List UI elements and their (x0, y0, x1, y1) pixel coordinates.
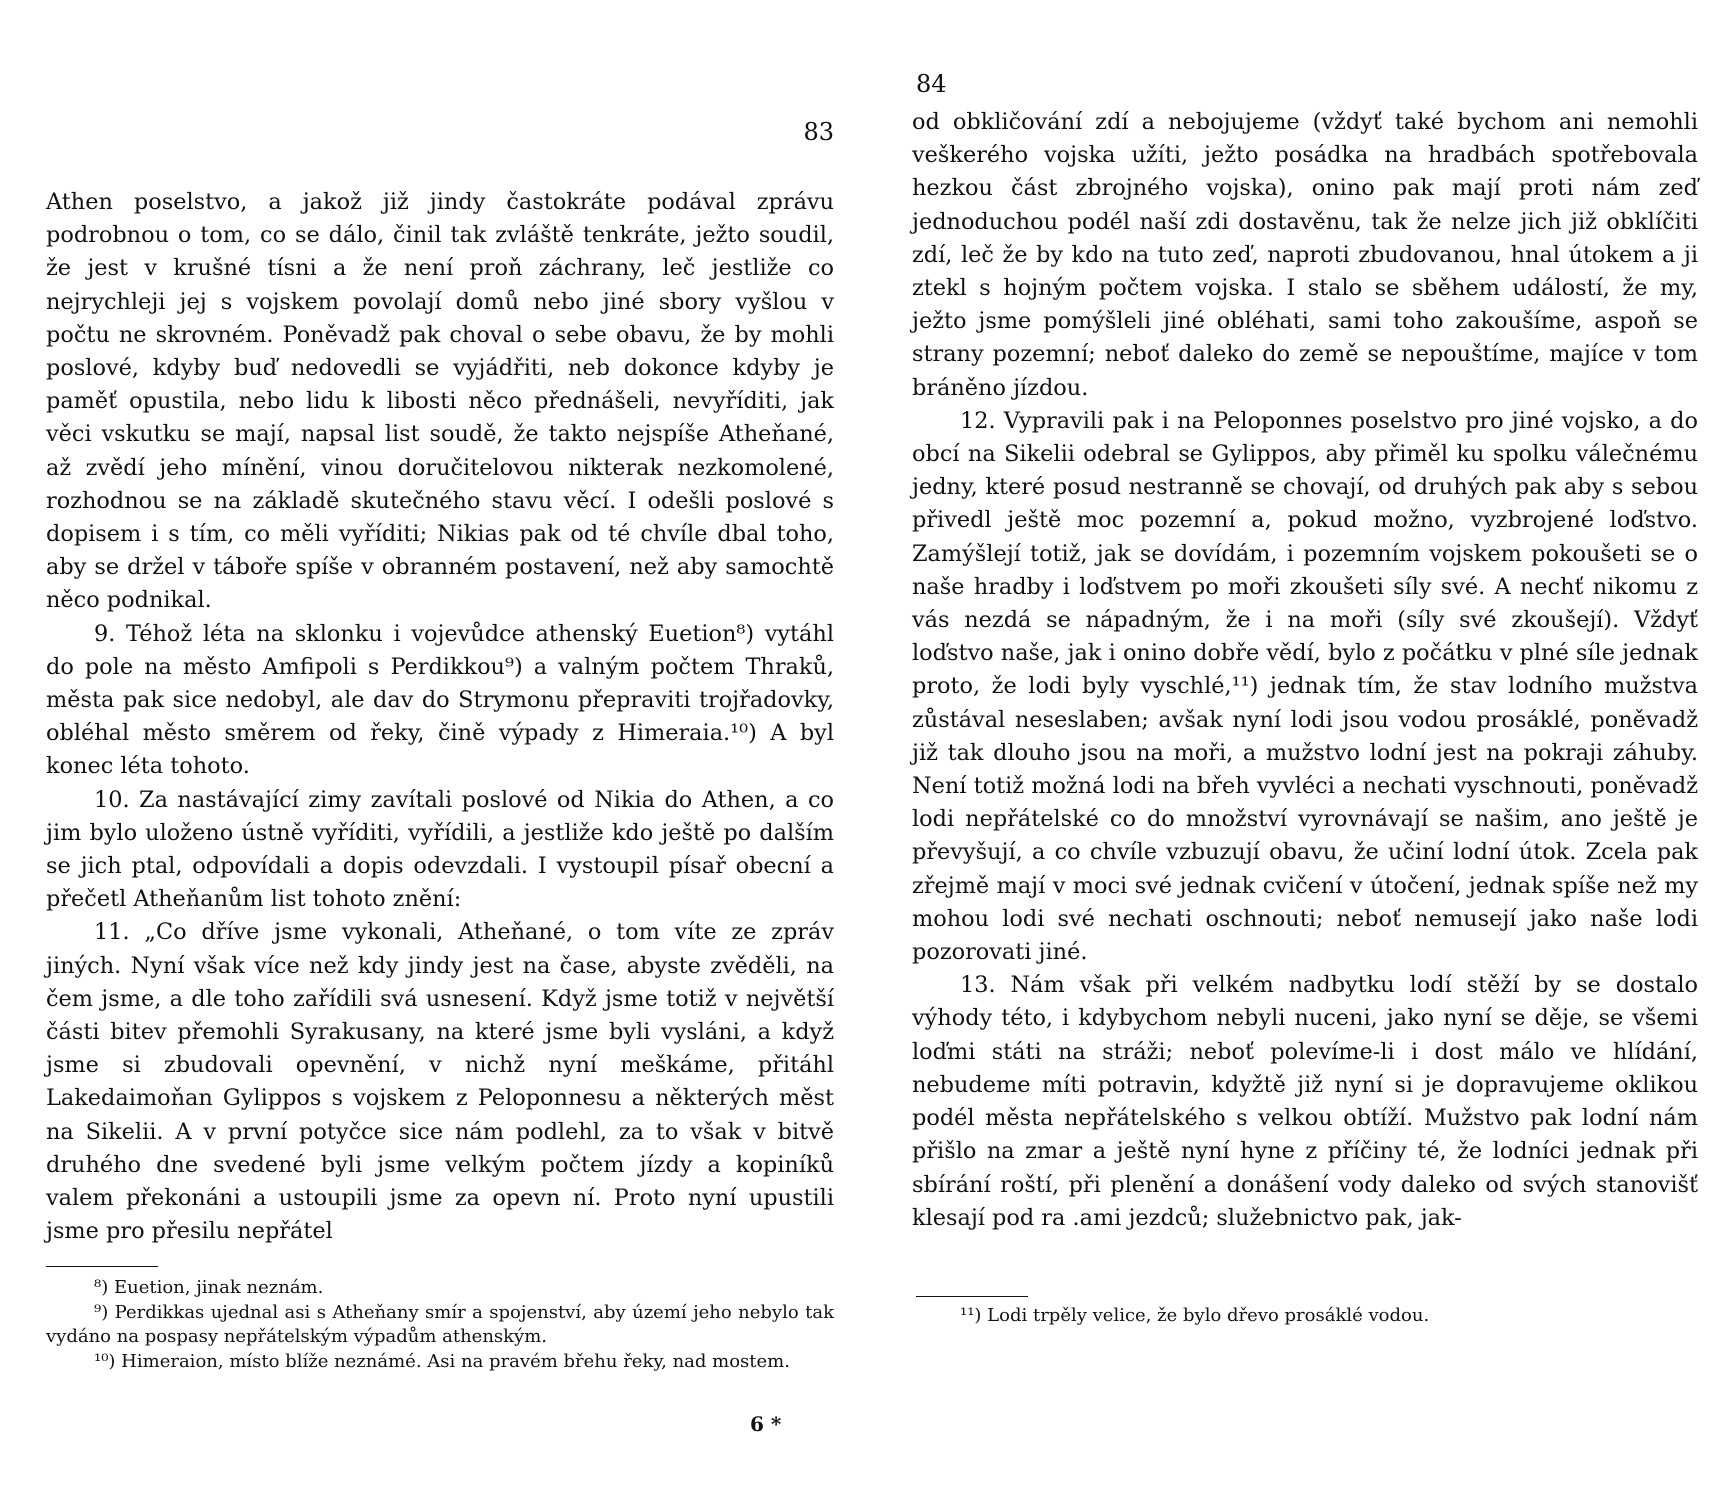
paragraph: od obkličování zdí a nebojujeme (vždyť také bychom ani nemohli veškerého vojska užíti, ježto posádka na hradbách spotřebovala hezkou část zbrojného vojska), onino pak mají proti nám zeď jednoduchou podél naší zdi dostavěnu, tak že nelze jich již obklíčiti zdí, leč že by kdo na tuto zeď, naproti zbudovanou, hnal útokem a ji ztekl s hojným počtem vojska. I stalo se sběhem událostí, že my, ježto jsme pomýšleli jiné obléhati, sami toho zakoušíme, aspoň se strany pozemní; neboť daleko do země se nepouštíme, majíce v tom bráněno jízdou. (912, 109, 1698, 401)
body-text (912, 106, 1698, 1235)
page-number: 83 (803, 118, 834, 146)
footnote: ⁹) Perdikkas ujednal asi s Atheňany smír a spojenství, aby území jeho nebylo tak vydáno na pospasy nepřátelským výpadům athenským. (46, 1301, 834, 1347)
footnote: ¹⁰) Himeraion, místo blíže neznámé. Asi na pravém břehu řeky, nad mostem. (94, 1350, 790, 1372)
body-text (46, 186, 834, 1249)
paragraph: 10. Za nastávající zimy zavítali poslové od Nikia do Athen, a co jim bylo uloženo ústně vyříditi, vyřídili, a jestliže kdo ještě po dalším se jich ptal, odpovídali a dopis odevzdali. I vystoupil písař obecní a přečetl Atheňanům list tohoto znění: (46, 786, 834, 913)
paragraph: 11. „Co dříve jsme vykonali, Atheňané, o tom víte ze zpráv jiných. Nyní však více než kdy jindy jest na čase, abyste zvěděli, na čem jsme, a dle toho zařídili svá usnesení. Když jsme totiž v největší části bitev přemohli Syrakusany, na které jsme byli vysláni, a když jsme si zbudovali opevnění, v nichž nyní meškáme, přitáhl Lakedaimoňan Gylippos s vojskem z Peloponnesu a některých měst na Sikelii. A v první potyčce sice nám podlehl, za to však v bitvě druhého dne svedené byli jsme velkým počtem jízdy a kopiníků valem překonáni a ustoupili jsme za opevn ní. Proto nyní upustili jsme pro přesilu nepřátel (46, 919, 834, 1245)
paragraph: 13. Nám však při velkém nadbytku lodí stěží by se dostalo výhody této, i kdybychom nebyli nuceni, jako nyní se děje, se všemi loďmi státi na stráži; neboť polevíme-li i dost málo ve hlídání, nebudeme míti potravin, kdyžtě již nyní si je dopravujeme oklikou podél města nepřátelského s velkou obtíží. Mužstvo pak lodní nám přišlo na zmar a ještě nyní hyne z příčiny té, že lodníci jednak při sbírání roští, při plenění a donášení vody daleko od svých stanovišť klesají pod ra .ami jezdců; služebnictvo pak, jak- (912, 972, 1698, 1231)
left-page (46, 0, 834, 1500)
footnotes (46, 1276, 834, 1374)
footnote-rule (916, 1296, 1028, 1297)
footnotes (912, 1304, 1698, 1329)
right-page (912, 0, 1698, 1500)
paragraph: Athen poselstvo, a jakož již jindy častokráte podával zprávu podrobnou o tom, co se dálo, činil tak zvláště tenkráte, ježto soudil, že jest v krušné tísni a že není proň záchrany, leč jestliže co nejrychleji jej s vojskem povolají domů nebo jiné sbory vyšlou v počtu ne skrovném. Poněvadž pak choval o sebe obavu, že by mohli poslové, kdyby buď nedovedli se vyjádřiti, neb dokonce kdyby je paměť opustila, nebo lidu k libosti něco přednášeli, nevyříditi, jak věci vskutku se mají, napsal list soudě, že takto nejspíše Atheňané, až zvědí jeho mínění, vinou doručitelovou nikterak nezkomolené, rozhodnou se na základě skutečného stavu věcí. I odešli poslové s dopisem i s tím, co měli vyříditi; Nikias pak od té chvíle dbal toho, aby se držel v táboře spíše v obranném postavení, než aby samochtě něco podnikal. (46, 189, 834, 614)
signature-mark: 6 * (750, 1412, 782, 1436)
footnote: ¹¹) Lodi trpěly velice, že bylo dřevo prosáklé vodou. (960, 1305, 1430, 1326)
page-number: 84 (916, 70, 947, 98)
footnote: ⁸) Euetion, jinak neznám. (94, 1277, 324, 1298)
footnote-rule (46, 1266, 158, 1267)
paragraph: 9. Téhož léta na sklonku i vojevůdce athenský Euetion⁸) vytáhl do pole na město Amfipoli s Perdikkou⁹) a valným počtem Thraků, města pak sice nedobyl, ale dav do Strymonu přepraviti trojřadovky, obléhal město směrem od řeky, čině výpady z Himeraia.¹⁰) A byl konec léta tohoto. (46, 620, 834, 780)
paragraph: 12. Vypravili pak i na Peloponnes poselstvo pro jiné vojsko, a do obcí na Sikelii odebral se Gylippos, aby přiměl ku spolku válečnému jedny, které posud nestranně se chovají, od druhých pak aby s sebou přivedl ještě moc pozemní a, pokud možno, vyzbrojené loďstvo. Zamýšlejí totiž, jak se dovídám, i pozemním vojskem pokoušeti se o naše hradby i loďstvem po moři zkoušeti síly své. A nechť nikomu z vás nezdá se nápadným, že i na moři (síly své zkoušejí). Vždyť loďstvo naše, jak i onino dobře vědí, bylo z počátku v plné síle jednak proto, že lodi byly vyschlé,¹¹) jednak tím, že stav lodního mužstva zůstával neseslaben; avšak nyní lodi jsou vodou prosáklé, poněvadž již tak dlouho jsou na moři, a mužstvo lodní jest na pokraji záhuby. Není totiž možná lodi na břeh vyvléci a nechati vyschnouti, poněvadž lodi nepřátelské co do množství vyrovnávají se našim, ano ještě je převyšují, a co chvíle vzbuzují obavu, že učiní lodní útok. Zcela pak zřejmě mají v moci své jednak cvičení v útočení, jednak spíše než my mohou lodi své nechati oschnouti; neboť nemusejí jako naše lodi pozorovati jiné. (912, 407, 1698, 966)
